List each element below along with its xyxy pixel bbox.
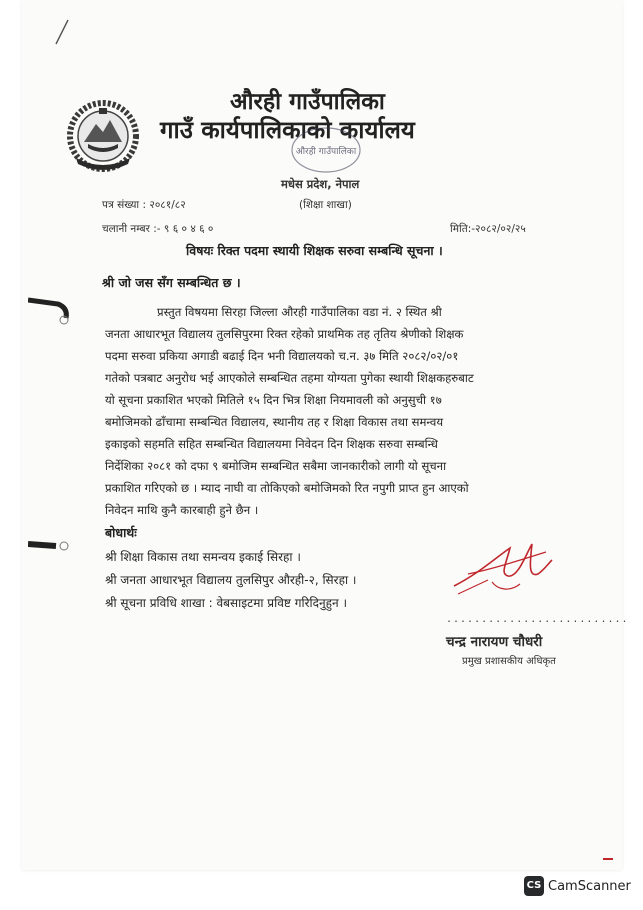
body-line: यो सूचना प्रकाशित भएको मितिले १५ दिन भित्र शिक्षा नियमावली को अनुसुची १७ [105,393,442,407]
letter-date: मिति:-२०८२/०२/२५ [450,223,526,235]
salutation: श्री जो जस सँग सम्बन्धित छ । [102,275,241,290]
dispatch-number: चलानी नम्बर :- ९ ६ ० ४ ६ ० [102,223,214,235]
cc-item: श्री सूचना प्रविधि शाखा : वेबसाइटमा प्रविष्ट गरिदिनुहुन । [105,596,348,610]
camscanner-label: CamScanner [548,879,631,894]
body-line: पदमा सरुवा प्रकिया अगाडी बढाई दिन भनी विद्यालयको च.न. ३७ मिति २०८२/०२/०१ [105,349,459,363]
hole-punch-mark-top [28,290,72,326]
pen-mark [52,18,72,46]
body-line: निर्देशिका २०८१ को दफा ९ बमोजिम सम्बन्धित सबैमा जानकारीको लागी यो सूचना [105,459,447,473]
municipality-name: औरही गाउँपालिका [230,89,385,115]
notice-body [105,301,585,521]
signature-line: .......................... [446,614,629,625]
body-line: गतेको पत्रबाट अनुरोध भई आएकोले सम्बन्धित तहमा योग्यता पुगेका स्थायी शिक्षकहरुबाट [105,371,474,385]
letter-subject: विषयः रिक्त पदमा स्थायी शिक्षक सरुवा सम्बन्धि सूचना । [186,243,443,258]
office-stamp [286,122,366,178]
signatory-title: प्रमुख प्रशासकीय अधिकृत [462,656,556,667]
handwritten-signature [448,534,558,600]
camscanner-logo-icon: CS [524,876,544,896]
body-line: निवेदन माथि कुनै कारबाही हुने छैन । [105,503,259,517]
stamp-text: औरही गाउँपालिका [295,147,357,157]
edge-mark [603,858,613,860]
cc-item: श्री शिक्षा विकास तथा समन्वय इकाई सिरहा । [105,550,301,564]
cc-heading: बोधार्थः [105,525,137,540]
section-name: (शिक्षा शाखा) [299,199,352,211]
office-name: गाउँ कार्यपालिकाको कार्यालय [160,116,415,144]
signatory-name: चन्द्र नारायण चौधरी [446,634,543,650]
cc-item: श्री जनता आधारभूत विद्यालय तुलसिपुर औरही-२, सिरहा । [105,573,357,587]
body-line: जनता आधारभूत विद्यालय तुलसिपुरमा रिक्त रहेको प्राथमिक तह तृतिय श्रेणीको शिक्षक [105,327,464,341]
province-line: मधेस प्रदेश, नेपाल [281,177,360,191]
reference-number: पत्र संख्या : २०८१/८२ [102,199,186,211]
body-line: इकाइको सहमति सहित सम्बन्धित विद्यालयमा निवेदन दिन शिक्षक सरुवा सम्बन्धि [105,437,438,451]
nepal-emblem-icon [66,98,140,174]
body-line: प्रकाशित गरिएको छ । म्याद नाघी वा तोकिएको बमोजिमको रित नपुगी प्राप्त हुन आएको [105,481,469,495]
body-line: बमोजिमको ढाँचामा सम्बन्धित विद्यालय, स्थानीय तह र शिक्षा विकास तथा समन्वय [105,415,444,429]
body-line: प्रस्तुत विषयमा सिरहा जिल्ला औरही गाउँपालिका वडा नं. २ स्थित श्री [157,305,442,319]
hole-punch-mark-bottom [28,534,72,558]
